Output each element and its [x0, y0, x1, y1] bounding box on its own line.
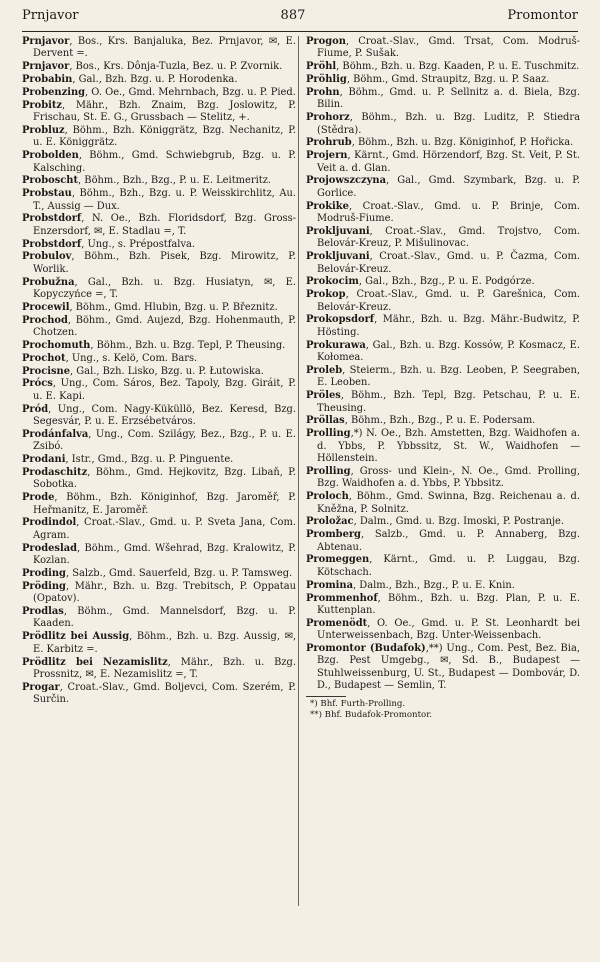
- gazetteer-entry: Procewil, Böhm., Gmd. Hlubin, Bzg. u. P. Březnitz.: [22, 301, 278, 313]
- header-left-keyword: Prnjavor: [22, 8, 79, 23]
- right-column: [306, 36, 580, 721]
- gazetteer-entry: Pröding, Mähr., Bzh. u. Bzg. Trebitsch, P. Oppatau (Opatov).: [22, 580, 296, 605]
- gazetteer-entry: Proding, Salzb., Gmd. Sauerfeld, Bzg. u. P. Tamsweg.: [22, 567, 293, 579]
- gazetteer-entry: Pröhl, Böhm., Bzh. u. Bzg. Kaaden, P. u. E. Tuschmitz.: [306, 61, 580, 73]
- page-number: 887: [280, 8, 306, 23]
- gazetteer-entry: Prödlitz bei Aussig, Böhm., Bzh. u. Bzg. Aussig, ✉, E. Karbitz =.: [22, 631, 296, 655]
- gazetteer-entry: Prokljuvani, Croat.-Slav., Gmd. Trojstvo, Com. Belovár-Kreuz, P. Mišulinovac.: [306, 225, 580, 250]
- gazetteer-entry: Prochot, Ung., s. Kelö, Com. Bars.: [22, 352, 198, 364]
- gazetteer-entry: Probolden, Böhm., Gmd. Schwiebgrub, Bzg. u. P. Kalsching.: [22, 150, 296, 174]
- gazetteer-entry: Prokurawa, Gal., Bzh. u. Bzg. Kossów, P. Kosmacz, E. Kołomea.: [306, 339, 580, 364]
- gazetteer-entry: Prokljuvani, Croat.-Slav., Gmd. u. P. Čazma, Com. Belovár-Kreuz.: [306, 251, 580, 275]
- gazetteer-entry: Proloch, Böhm., Gmd. Swinna, Bzg. Reichenau a. d. Kněžna, P. Solnitz.: [306, 491, 580, 515]
- gazetteer-entry: Prnjavor, Bos., Krs. Banjaluka, Bez. Prnjavor, ✉, E. Dervent =.: [22, 36, 296, 60]
- gazetteer-entry: Prolling,*) N. Oe., Bzh. Amstetten, Bzg. Waidhofen a. d. Ybbs, P. Ybbssitz, St. W., Waidhofen — Höllenstein.: [306, 428, 580, 465]
- gazetteer-entry: Prokopsdorf, Mähr., Bzh. u. Bzg. Mähr.-Budwitz, P. Hösting.: [306, 314, 580, 338]
- gazetteer-entry: Probstdorf, N. Oe., Bzh. Floridsdorf, Bzg. Gross-Enzersdorf, ✉, E. Stadlau =, T.: [22, 213, 296, 237]
- gazetteer-entry: Probužna, Gal., Bzh. u. Bzg. Husiatyn, ✉, E. Kopyczyńce =, T.: [22, 276, 296, 301]
- gazetteer-entry: Prokocim, Gal., Bzh., Bzg., P. u. E. Podgórze.: [306, 276, 535, 288]
- right-column-entries: [306, 36, 580, 693]
- gazetteer-entry: Prnjavor, Bos., Krs. Dônja-Tuzla, Bez. u. P. Zvornik.: [22, 61, 283, 73]
- gazetteer-entry: Prohorz, Böhm., Bzh. u. Bzg. Luditz, P. Stiedra (Stědra).: [306, 112, 580, 136]
- gazetteer-entry: Probulov, Böhm., Bzh. Pisek, Bzg. Mirowitz, P. Worlik.: [22, 251, 296, 275]
- gazetteer-entry: Prolling, Gross- und Klein-, N. Oe., Gmd. Prolling, Bzg. Waidhofen a. d. Ybbs, P. Ybbsitz.: [306, 465, 580, 490]
- gazetteer-entry: Prócs, Ung., Com. Sáros, Bez. Tapoly, Bzg. Giráit, P. u. E. Kapi.: [22, 378, 296, 402]
- gazetteer-entry: Progar, Croat.-Slav., Gmd. Boljevci, Com. Szerém, P. Surčin.: [22, 681, 296, 706]
- gazetteer-entry: Prochomuth, Böhm., Bzh. u. Bzg. Tepl, P. Theusing.: [22, 340, 286, 352]
- gazetteer-entry: Probenzing, O. Oe., Gmd. Mehrnbach, Bzg. u. P. Pied.: [22, 86, 296, 98]
- gazetteer-entry: Promeggen, Kärnt., Gmd. u. P. Luggau, Bzg. Kötschach.: [306, 554, 580, 578]
- footnote: **) Bhf. Budafok-Promontor.: [310, 709, 433, 720]
- gazetteer-entry: Prochod, Böhm., Gmd. Aujezd, Bzg. Hohenmauth, P. Chotzen.: [22, 314, 296, 339]
- gazetteer-entry: Prode, Böhm., Bzh. Königinhof, Bzg. Jaroměř, P. Heřmanitz, E. Jaroměř.: [22, 492, 296, 516]
- gazetteer-entry: Pröllas, Böhm., Bzh., Bzg., P. u. E. Podersam.: [306, 415, 536, 427]
- gazetteer-entry: Probstau, Böhm., Bzh., Bzg. u. P. Weisskirchlitz, Au. T., Aussig — Dux.: [22, 188, 296, 212]
- gazetteer-entry: Pröles, Böhm., Bzh. Tepl, Bzg. Petschau, P. u. E. Theusing.: [306, 390, 580, 414]
- gazetteer-entry: Proboscht, Böhm., Bzh., Bzg., P. u. E. Leitmeritz.: [22, 175, 272, 187]
- gazetteer-entry: Projern, Kärnt., Gmd. Hörzendorf, Bzg. St. Veit, P. St. Veit a. d. Glan.: [306, 150, 580, 174]
- column-divider: [298, 36, 299, 906]
- gazetteer-entry: Promontor (Budafok),**) Ung., Com. Pest, Bez. Bia, Bzg. Pest Umgebg., ✉, Sd. B., Budapest — Stuhlweissenburg, U. St., Budapest — Dombovár, D. D., Budapest — Semlin, T.: [306, 643, 580, 692]
- gazetteer-entry: Procisne, Gal., Bzh. Lisko, Bzg. u. P. Łutowiska.: [22, 365, 264, 377]
- gazetteer-entry: Promberg, Salzb., Gmd. u. P. Annaberg, Bzg. Abtenau.: [306, 529, 580, 553]
- gazetteer-entry: Pröhlig, Böhm., Gmd. Straupitz, Bzg. u. P. Saaz.: [306, 74, 550, 86]
- gazetteer-entry: Proložac, Dalm., Gmd. u. Bzg. Imoski, P. Postranje.: [306, 516, 565, 528]
- gazetteer-entry: Prodaschitz, Böhm., Gmd. Hejkovitz, Bzg. Libaň, P. Sobotka.: [22, 466, 296, 491]
- footnotes: [306, 699, 580, 721]
- footnote-rule: [306, 696, 346, 697]
- header-right-keyword: Promontor: [507, 8, 578, 23]
- gazetteer-entry: Prokop, Croat.-Slav., Gmd. u. P. Garešnica, Com. Belovár-Kreuz.: [306, 289, 580, 313]
- gazetteer-entry: Prodani, Istr., Gmd., Bzg. u. P. Pinguente.: [22, 454, 234, 466]
- gazetteer-entry: Proleb, Steierm., Bzh. u. Bzg. Leoben, P. Seegraben, E. Leoben.: [306, 364, 580, 389]
- gazetteer-entry: Progon, Croat.-Slav., Gmd. Trsat, Com. Modruš-Fiume, P. Sušak.: [306, 36, 580, 60]
- gazetteer-entry: Pród, Ung., Com. Nagy-Küküllö, Bez. Keresd, Bzg. Segesvár, P. u. E. Erzsébetváros.: [22, 403, 296, 428]
- gazetteer-entry: Probluz, Böhm., Bzh. Königgrätz, Bzg. Nechanitz, P. u. E. Königgrätz.: [22, 124, 296, 149]
- gazetteer-entry: Promenödt, O. Oe., Gmd. u. P. St. Leonhardt bei Unterweissenbach, Bzg. Unter-Weissenbach.: [306, 617, 580, 642]
- gazetteer-entry: Probstdorf, Ung., s. Prépostfalva.: [22, 238, 196, 250]
- gazetteer-entry: Prodlas, Böhm., Gmd. Mannelsdorf, Bzg. u. P. Kaaden.: [22, 606, 296, 630]
- gazetteer-entry: Prohn, Böhm., Gmd. u. P. Sellnitz a. d. Biela, Bzg. Bilin.: [306, 86, 580, 111]
- gazetteer-entry: Prodeslad, Böhm., Gmd. Wšehrad, Bzg. Kralowitz, P. Kozlan.: [22, 542, 296, 567]
- gazetteer-entry: Probitz, Mähr., Bzh. Znaim, Bzg. Joslowitz, P. Frischau, St. E. G., Grussbach — Stelitz, +.: [22, 99, 296, 124]
- footnote: *) Bhf. Furth-Prolling.: [310, 698, 406, 709]
- gazetteer-entry: Promina, Dalm., Bzh., Bzg., P. u. E. Knin.: [306, 579, 515, 591]
- gazetteer-entry: Prodindol, Croat.-Slav., Gmd. u. P. Sveta Jana, Com. Agram.: [22, 517, 296, 541]
- page-header: [22, 8, 578, 30]
- gazetteer-entry: Projowszczyna, Gal., Gmd. Szymbark, Bzg. u. P. Gorlice.: [306, 175, 580, 199]
- gazetteer-entry: Prohrub, Böhm., Bzh. u. Bzg. Königinhof, P. Hořicka.: [306, 137, 574, 149]
- gazetteer-entry: Prödlitz bei Nezamislitz, Mähr., Bzh. u. Bzg. Prossnitz, ✉, E. Nezamislitz =, T.: [22, 656, 297, 680]
- left-column: [22, 36, 296, 707]
- gazetteer-entry: Prodánfalva, Ung., Com. Szilágy, Bez., Bzg., P. u. E. Zsibó.: [22, 428, 296, 453]
- header-rule: [22, 31, 578, 32]
- gazetteer-entry: Probabin, Gal., Bzh. Bzg. u. P. Horodenka.: [22, 74, 238, 86]
- gazetteer-entry: Prommenhof, Böhm., Bzh. u. Bzg. Plan, P. u. E. Kuttenplan.: [306, 592, 580, 616]
- gazetteer-entry: Prokike, Croat.-Slav., Gmd. u. P. Brinje, Com. Modruš-Fiume.: [306, 200, 580, 225]
